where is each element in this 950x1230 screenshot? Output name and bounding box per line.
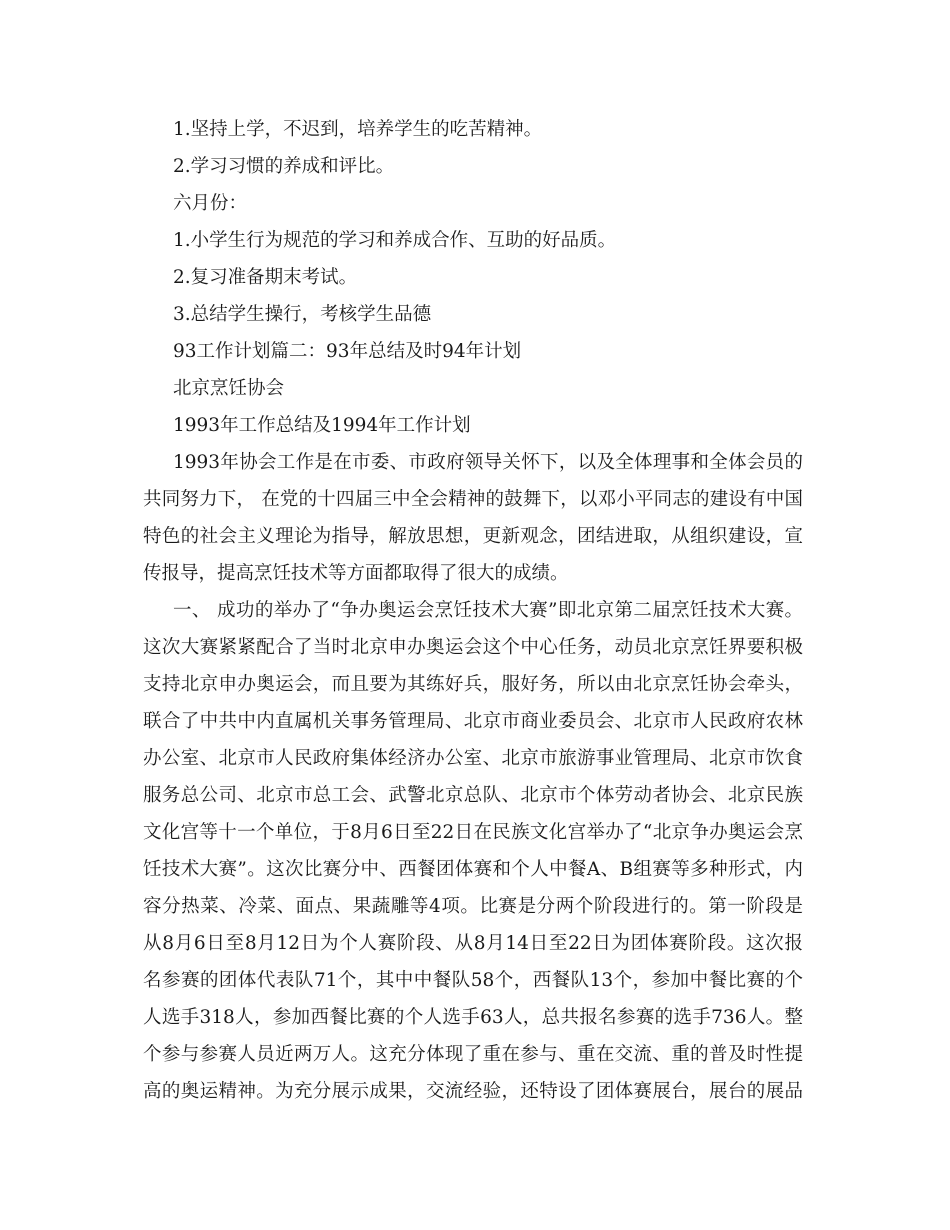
text-line: 93工作计划篇二：93年总结及时94年计划 [173,341,522,362]
paragraph-line: 这次大赛紧紧配合了当时北京申办奥运会这个中心任务，动员北京烹饪界要积极 [143,637,803,658]
paragraph-line: 共同努力下， 在党的十四届三中全会精神的鼓舞下，以邓小平同志的建设有中国 [143,489,803,510]
paragraph-line: 1993年协会工作是在市委、市政府领导关怀下，以及全体理事和全体会员的 [173,452,803,473]
paragraph-line: 传报导，提高烹饪技术等方面都取得了很大的成绩。 [143,563,569,584]
paragraph-line: 文化宫等十一个单位，于8月6日至22日在民族文化宫举办了“北京争办奥运会烹 [143,822,803,843]
text-line: 1993年工作总结及1994年工作计划 [173,415,471,436]
paragraph-line: 支持北京申办奥运会，而且要为其练好兵，服好务，所以由北京烹饪协会牵头， [143,674,803,695]
text-line: 2.学习习惯的养成和评比。 [173,156,395,177]
paragraph-line: 服务总公司、北京市总工会、武警北京总队、北京市个体劳动者协会、北京民族 [143,785,803,806]
text-line: 六月份： [173,193,248,214]
paragraph-line: 从8月6日至8月12日为个人赛阶段、从8月14日至22日为团体赛阶段。这次报 [143,933,803,954]
paragraph-line: 一、 成功的举办了“争办奥运会烹饪技术大赛”即北京第二届烹饪技术大赛。 [173,600,803,621]
paragraph-line: 特色的社会主义理论为指导，解放思想，更新观念，团结进取，从组织建设，宣 [143,526,803,547]
paragraph-line: 名参赛的团体代表队71个，其中中餐队58个，西餐队13个，参加中餐比赛的个 [143,970,803,991]
paragraph-line: 联合了中共中内直属机关事务管理局、北京市商业委员会、北京市人民政府农林 [143,711,803,732]
text-line: 1.小学生行为规范的学习和养成合作、互助的好品质。 [173,230,617,251]
paragraph-line: 办公室、北京市人民政府集体经济办公室、北京市旅游事业管理局、北京市饮食 [143,748,803,769]
text-line: 北京烹饪协会 [173,378,285,399]
paragraph-line: 个参与参赛人员近两万人。这充分体现了重在参与、重在交流、重的普及时性提 [143,1044,803,1065]
paragraph-line: 高的奥运精神。为充分展示成果，交流经验，还特设了团体赛展台，展台的展品 [143,1081,803,1102]
text-line: 1.坚持上学，不迟到，培养学生的吃苦精神。 [173,119,543,140]
text-line: 3.总结学生操行，考核学生品德 [173,304,432,325]
text-line: 2.复习准备期末考试。 [173,267,358,288]
paragraph-line: 人选手318人，参加西餐比赛的个人选手63人，总共报名参赛的选手736人。整 [143,1007,803,1028]
paragraph-line: 饪技术大赛”。这次比赛分中、西餐团体赛和个人中餐A、B组赛等多种形式，内 [143,859,803,880]
paragraph-line: 容分热菜、冷菜、面点、果蔬雕等4项。比赛是分两个阶段进行的。第一阶段是 [143,896,803,917]
